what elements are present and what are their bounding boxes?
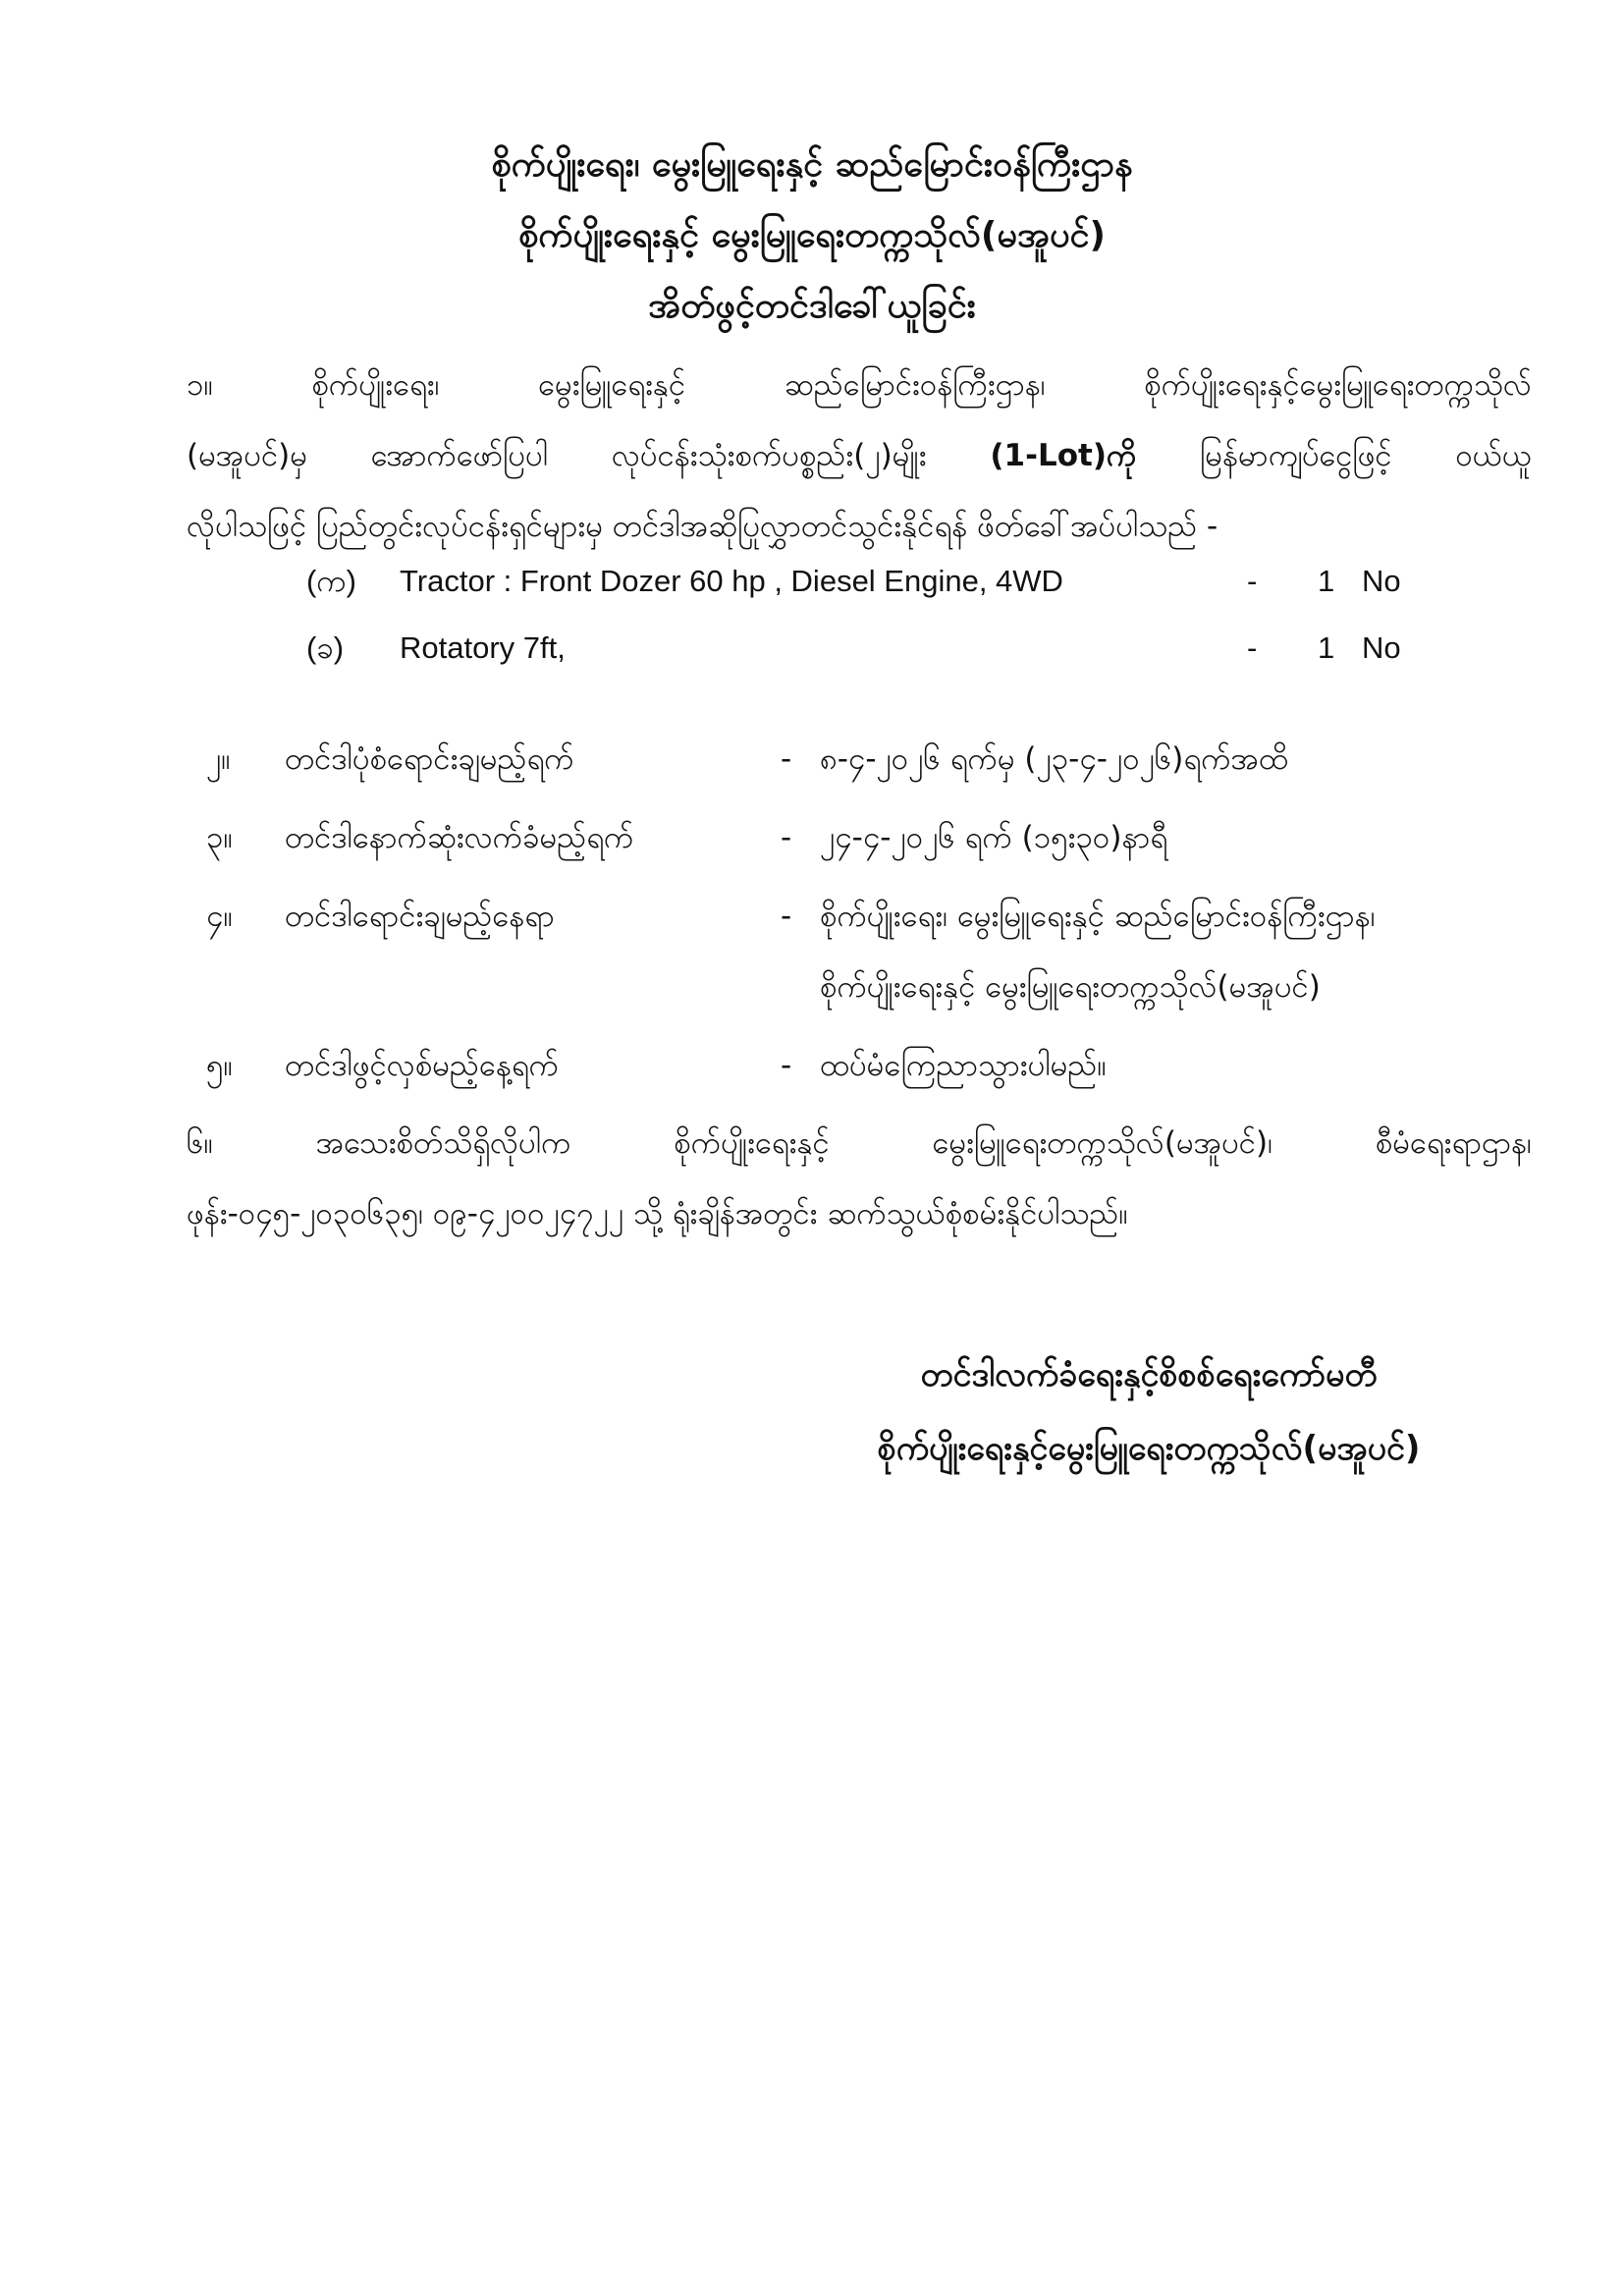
intro-text: အောက်ဖော်ပြပါ bbox=[370, 438, 549, 473]
detail-label: တင်ဒါရောင်းချမည့်နေရာ bbox=[285, 899, 555, 934]
detail-dash: - bbox=[781, 741, 792, 777]
detail-value: ၈-၄-၂၀၂၆ ရက်မှ (၂၃-၄-၂၀၂၆)ရက်အထိ bbox=[820, 741, 1288, 777]
paragraph-number: ၆။ bbox=[187, 1125, 213, 1161]
intro-text: ဝယ်ယူ bbox=[1455, 438, 1532, 473]
contact-text: စီမံရေးရာဌာန၊ bbox=[1375, 1125, 1532, 1161]
contact-text: မွေးမြူရေးတက္ကသိုလ်(မအူပင်)၊ bbox=[932, 1125, 1272, 1161]
intro-text: လုပ်ငန်းသုံးစက်ပစ္စည်း(၂)မျိုး bbox=[611, 438, 927, 473]
intro-line-1 bbox=[187, 350, 1532, 420]
detail-value-continued: စိုက်ပျိုးရေးနှင့် မွေးမြူရေးတက္ကသိုလ်(မအူပင်) bbox=[820, 969, 1321, 1005]
detail-number: ၅။ bbox=[206, 1048, 233, 1083]
contact-line-2: ဖုန်း-၀၄၅-၂၀၃၀၆၃၅၊ ၀၉-၄၂၀၀၂၄၇၂၂ သို့ ရုံးချိန်အတွင်း ဆက်သွယ်စုံစမ်းနိုင်ပါသည်။ bbox=[187, 1196, 1128, 1231]
detail-value: ၂၄-၄-၂၀၂၆ ရက် (၁၅း၃၀)နာရီ bbox=[820, 820, 1168, 855]
item-marker: (က) bbox=[306, 564, 356, 598]
detail-dash: - bbox=[781, 1048, 792, 1083]
intro-line-3: လိုပါသဖြင့် ပြည်တွင်းလုပ်ငန်းရှင်များမှ တင်ဒါအဆိုပြုလွှာတင်သွင်းနိုင်ရန် ဖိတ်ခေါ်အပ်ပါသည် - bbox=[187, 509, 1218, 544]
item-dash: - bbox=[1247, 630, 1258, 665]
university-signature: စိုက်ပျိုးရေးနှင့်မွေးမြူရေးတက္ကသိုလ်(မအူပင်) bbox=[877, 1429, 1421, 1468]
item-quantity: 1 bbox=[1318, 630, 1335, 665]
intro-text: စိုက်ပျိုးရေး၊ bbox=[311, 367, 440, 403]
item-description: Tractor : Front Dozer 60 hp , Diesel Engine, 4WD bbox=[400, 564, 1063, 598]
contact-line-1 bbox=[187, 1108, 1532, 1178]
intro-text: မြန်မာကျပ်ငွေဖြင့် bbox=[1200, 438, 1392, 473]
contact-text: စိုက်ပျိုးရေးနှင့် bbox=[674, 1125, 830, 1161]
intro-text: စိုက်ပျိုးရေးနှင့်မွေးမြူရေးတက္ကသိုလ် bbox=[1144, 367, 1532, 403]
detail-number: ၄။ bbox=[206, 899, 233, 934]
intro-paragraph bbox=[187, 350, 1532, 562]
item-dash: - bbox=[1247, 564, 1258, 598]
detail-value: စိုက်ပျိုးရေး၊ မွေးမြူရေးနှင့် ဆည်မြောင်းဝန်ကြီးဌာန၊ bbox=[820, 899, 1376, 934]
detail-dash: - bbox=[781, 820, 792, 855]
paragraph-number: ၁။ bbox=[187, 367, 213, 403]
lot-text: (1-Lot)ကို bbox=[990, 438, 1137, 473]
detail-dash: - bbox=[781, 899, 792, 934]
intro-text: မွေးမြူရေးနှင့် bbox=[538, 367, 686, 403]
intro-text: (မအူပင်)မှ bbox=[187, 438, 307, 473]
intro-line-2 bbox=[187, 420, 1532, 491]
detail-number: ၂။ bbox=[206, 741, 231, 777]
detail-label: တင်ဒါနောက်ဆုံးလက်ခံမည့်ရက် bbox=[285, 820, 634, 855]
item-unit: No bbox=[1362, 630, 1401, 665]
detail-label: တင်ဒါပုံစံရောင်းချမည့်ရက် bbox=[285, 741, 574, 777]
item-description: Rotatory 7ft, bbox=[400, 630, 566, 665]
intro-text: ဆည်မြောင်းဝန်ကြီးဌာန၊ bbox=[784, 367, 1046, 403]
university-heading: စိုက်ပျိုးရေးနှင့် မွေးမြူရေးတက္ကသိုလ်(မအူပင်) bbox=[518, 215, 1106, 255]
committee-signature: တင်ဒါလက်ခံရေးနှင့်စိစစ်ရေးကော်မတီ bbox=[920, 1355, 1378, 1394]
ministry-heading: စိုက်ပျိုးရေး၊ မွေးမြူရေးနှင့် ဆည်မြောင်းဝန်ကြီးဌာန bbox=[491, 144, 1133, 185]
item-quantity: 1 bbox=[1318, 564, 1335, 598]
detail-label: တင်ဒါဖွင့်လှစ်မည့်နေ့ရက် bbox=[285, 1048, 559, 1083]
item-marker: (ခ) bbox=[306, 630, 345, 665]
contact-text: အသေးစိတ်သိရှိလိုပါက bbox=[315, 1125, 571, 1161]
detail-value: ထပ်မံကြေညာသွားပါမည်။ bbox=[820, 1048, 1107, 1083]
detail-number: ၃။ bbox=[206, 820, 233, 855]
document-title: အိတ်ဖွင့်တင်ဒါခေါ်ယူခြင်း bbox=[648, 286, 976, 326]
item-unit: No bbox=[1362, 564, 1401, 598]
contact-paragraph bbox=[187, 1108, 1532, 1249]
